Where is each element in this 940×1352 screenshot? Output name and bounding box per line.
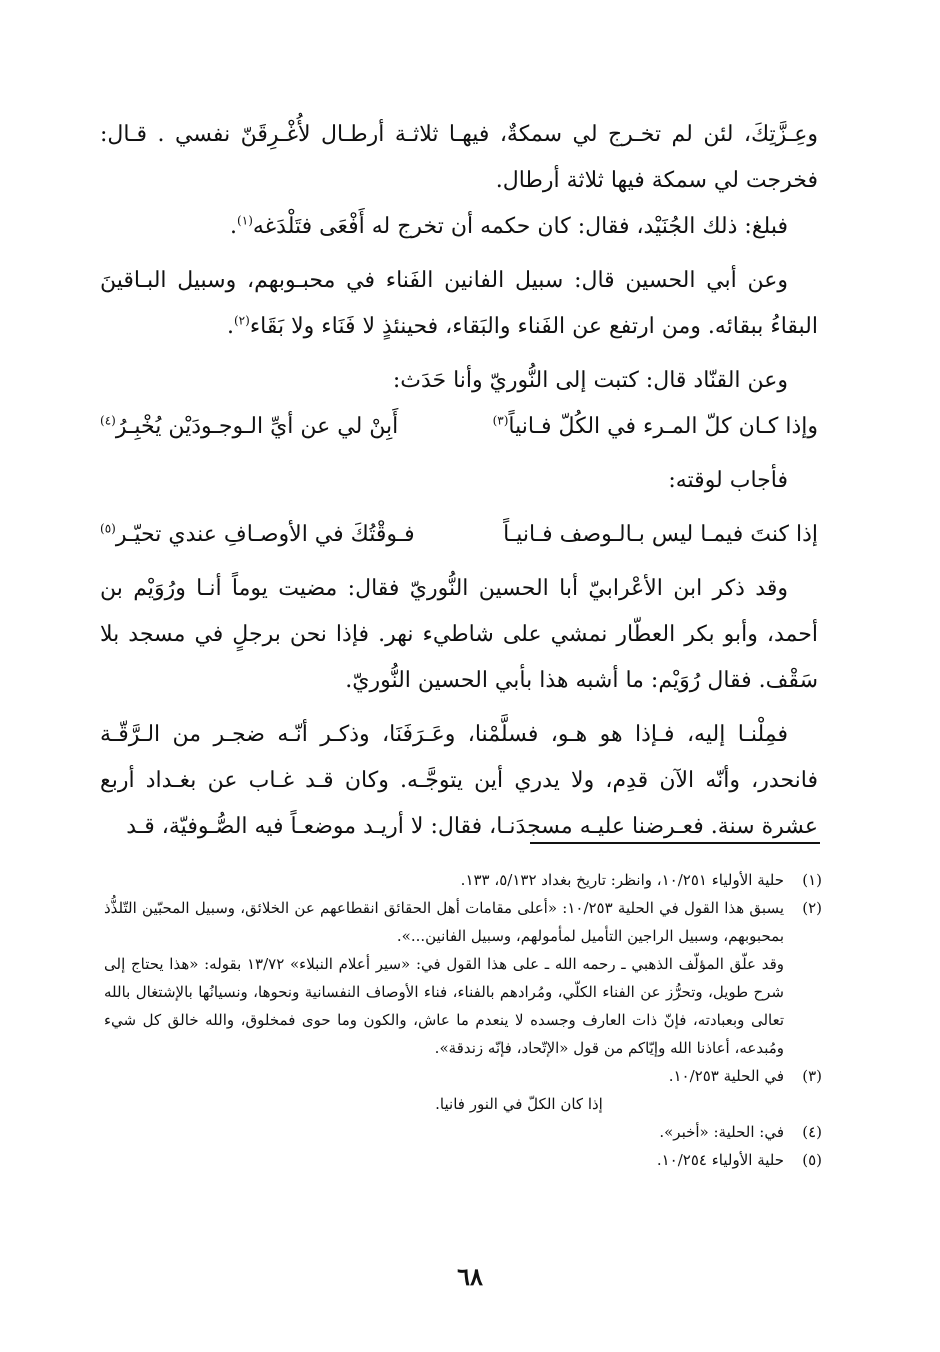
- footnote-3-line-1: في الحلية ١٠/٢٥٣.: [668, 1067, 784, 1085]
- paragraph-3: وعن أبي الحسين قال: سبيل الفانين الفَناء في محبـوبهم، وسبيل البـاقينَ البقاءُ ببقائه. ومن ارتفع عن الفَناء والبَقاء، فحينئذٍ لا فَنَاء ولا بَقَاء$^{(٢)}$.: [100, 268, 818, 339]
- footnote-2-body: [104, 894, 784, 1062]
- paragraph-2: فبلغ: ذلك الجُنَيْد، فقال: كان حكمه أن تخرج له أَفْعَى فتَلْدَغه$^{(١)}$.: [230, 213, 788, 239]
- footnote-5-body: [104, 1146, 784, 1174]
- footnote-ref-2: (٢): [233, 313, 250, 328]
- verse-1-a-text: وإذا كـان كلّ المـرء في الكُلّ فـانياً: [508, 414, 818, 439]
- paragraph-1: وعِـزَّتِكَ، لئن لم تخـرج لي سمكةٌ، فيهـا ثلاثـة أرطـال لأُغْـرِقَنّ نفسي . قـال: فخرجت لي سمكة فيها ثلاثة أرطال.: [100, 122, 818, 193]
- footnotes: [104, 866, 822, 1174]
- paragraph-7: فمِلْنـا إليه، فـإذا هو هـو، فسلَّمْنا، وعَـرَفَنَا، وذكـر أنّـه ضجـر من الـرَّقّـة فانحدر، وأنّه الآن قدِم، ولا يدري أين يتوجَّـه. وكان قـد غـاب عن بغـداد أربع عشرة سنة. فعـرضنا عليـه مسجدَنـا، فقال: لا أريـد موضعـاً فيه الصُّـوفيّة، قـد: [100, 722, 818, 839]
- verse-2-hemistich-b: [100, 512, 415, 558]
- footnote-2-line-1: يسبق هذا القول في الحلية ١٠/٢٥٣: «أعلى مقامات أهل الحقائق انقطاعهم عن الخلائق، وسبيل المحبّين التّلذُّذ بمحبوبهم، وسبيل الراجين التأميل لمأمولهم، وسبيل الفانين...».: [104, 899, 785, 945]
- footnote-4: [104, 1118, 822, 1146]
- footnote-2-number: (٢): [802, 899, 822, 917]
- footnote-5-number: (٥): [802, 1151, 822, 1169]
- footnote-1-number: (١): [802, 871, 822, 889]
- paragraph-2-text: فبلغ: ذلك الجُنَيْد، فقال: كان حكمه أن تخرج له أَفْعَى فتَلْدَغه: [252, 214, 788, 239]
- paragraph-3-text: وعن أبي الحسين قال: سبيل الفانين الفَناء في محبـوبهم، وسبيل البـاقينَ البقاءُ ببقائه. ومن ارتفع عن الفَناء والبَقاء، فحينئذٍ لا فَنَاء ولا بَقَاء: [100, 268, 818, 339]
- footnote-5: [104, 1146, 822, 1174]
- verse-2: [100, 512, 818, 558]
- footnote-3: [104, 1062, 822, 1118]
- footnote-4-body: [104, 1118, 784, 1146]
- verse-1-hemistich-a: [493, 404, 818, 450]
- paragraph-5: فأجاب لوقته:: [668, 468, 788, 493]
- footnote-ref-1: (١): [237, 213, 253, 228]
- paragraph-6: وقد ذكر ابن الأعْرابيّ أبا الحسين النُّوريّ فقال: مضيت يوماً أنـا ورُوَيْم بن أحمد، وأبو بكر العطّار نمشي على شاطيء نهر. فإذا نحن برجلٍ في مسجد بلا سَقْف. فقال رُوَيْم: ما أشبه هذا بأبي الحسين النُّوريّ.: [100, 576, 818, 693]
- verse-1: [100, 404, 818, 450]
- footnote-ref-3: (٣): [492, 413, 509, 428]
- footnote-3-body: [104, 1062, 784, 1118]
- verse-1-b-text: أَبِنْ لي عن أيِّ الـوجـودَيْن يُخْبِـرُ: [115, 414, 399, 439]
- footnote-1-line-1: حلية الأولياء ١٠/٢٥١، وانظر: تاريخ بغداد ٥/١٣٢، ١٣٣.: [460, 871, 784, 889]
- footnote-3-verse: إذا كان الكلّ في النور فانيا.: [435, 1095, 603, 1113]
- verse-2-hemistich-a: إذا كنتَ فيمـا ليس بـالـوصف فـانيـاً: [503, 522, 818, 547]
- footnote-3-number: (٣): [802, 1067, 822, 1085]
- footnote-5-line-1: حلية الأولياء ١٠/٢٥٤.: [656, 1151, 784, 1169]
- footnote-1-body: [104, 866, 784, 894]
- main-text: [100, 112, 818, 850]
- verse-1-hemistich-b: [100, 404, 398, 450]
- page-number: ٦٨: [457, 1262, 483, 1291]
- paragraph-4: وعن القنّاد قال: كتبت إلى النُّوريّ وأنا حَدَث:: [392, 368, 788, 393]
- verse-2-b-text: فـوقْتُكَ في الأوصـافِ عندي تحيّـر: [115, 522, 415, 547]
- footnote-2-line-2: وقد علّق المؤلّف الذهبي ـ رحمه الله ـ على هذا القول في: «سير أعلام النبلاء» ١٣/٧٢ بقوله: «هذا يحتاج إلى شرح طويل، وتحرُّز عن الفناء الكلّي، ومُرادهم بالفناء، فناء الأوصاف النفسانية ونحوها، ونسيانُها بالإشتغال بالله تعالى وبعبادته، فإنّ ذات العارف وجسده لا ينعدم ما عاش، والكون وما حوى فمخلوق، والله خالق كل شيء ومُبدعه، أعاذنا الله وإيّاكم من قول «الإتّحاد، فإنّه زندقة».: [104, 955, 784, 1057]
- footnote-ref-4: (٤): [100, 413, 116, 428]
- footnote-4-line-1: في: الحلية: «أخبر».: [659, 1123, 784, 1141]
- footnote-1: [104, 866, 822, 894]
- footnote-separator: [530, 842, 820, 844]
- footnote-ref-5: (٥): [100, 521, 116, 536]
- footnote-2: [104, 894, 822, 1062]
- footnote-4-number: (٤): [802, 1123, 822, 1141]
